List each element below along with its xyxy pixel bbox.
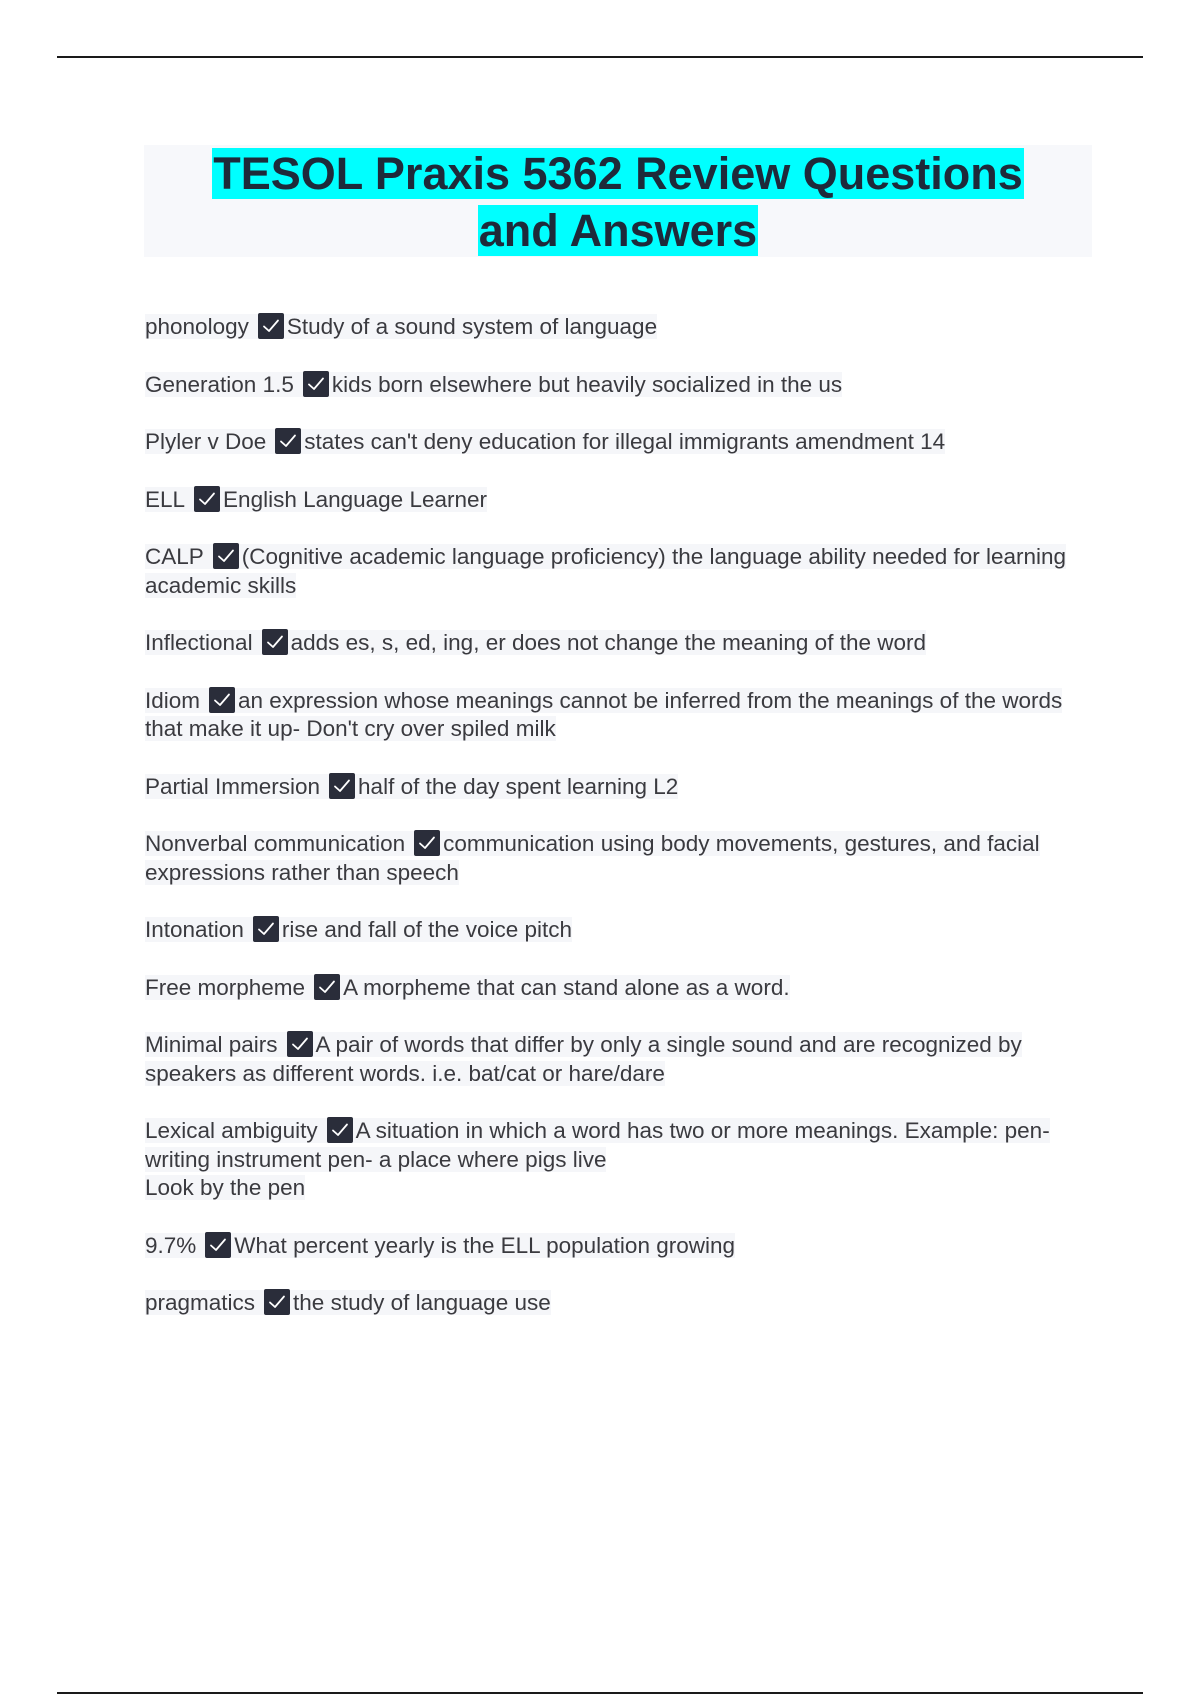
check-box-icon — [287, 1031, 313, 1057]
check-box-icon — [262, 629, 288, 655]
qa-text — [145, 688, 1062, 742]
qa-text — [145, 487, 487, 512]
top-rule — [57, 56, 1143, 58]
qa-text — [145, 831, 1040, 885]
qa-text — [145, 1290, 551, 1315]
check-box-icon — [264, 1289, 290, 1315]
qa-term: Generation 1.5 — [145, 371, 294, 397]
qa-item — [145, 313, 1075, 342]
qa-item — [145, 486, 1075, 515]
qa-definition: the study of language use — [293, 1290, 551, 1315]
qa-definition-extra: Look by the pen — [145, 1175, 306, 1200]
qa-term: Minimal pairs — [145, 1032, 278, 1057]
qa-term: Free morpheme — [145, 974, 306, 1000]
qa-term: Idiom — [145, 687, 201, 713]
qa-text — [145, 630, 926, 655]
qa-definition: kids born elsewhere but heavily socialized in the us — [331, 371, 843, 397]
qa-definition: (Cognitive academic language proficiency) the language ability needed for learning academic skills — [145, 544, 1067, 598]
qa-text — [145, 1032, 1022, 1086]
check-box-icon — [209, 687, 235, 713]
check-box-icon — [194, 486, 220, 512]
qa-item — [145, 1289, 1075, 1318]
qa-item — [145, 830, 1075, 887]
qa-definition: adds es, s, ed, ing, er does not change the meaning of the word — [290, 630, 926, 655]
check-box-icon — [327, 1117, 353, 1143]
qa-definition: What percent yearly is the ELL population growing — [234, 1232, 735, 1258]
qa-term: Nonverbal communication — [145, 831, 406, 856]
qa-term: Lexical ambiguity — [145, 1118, 318, 1143]
qa-term: Plyler v Doe — [145, 429, 267, 454]
qa-item — [145, 543, 1075, 600]
qa-item — [145, 1031, 1075, 1088]
qa-definition: half of the day spent learning L2 — [358, 773, 679, 799]
qa-item — [145, 916, 1075, 945]
check-box-icon — [253, 916, 279, 942]
title-block — [144, 145, 1092, 257]
qa-text — [145, 314, 657, 339]
check-box-icon — [205, 1232, 231, 1258]
check-box-icon — [213, 543, 239, 569]
qa-definition: Study of a sound system of language — [286, 314, 658, 339]
qa-item — [145, 1232, 1075, 1261]
qa-definition: A morpheme that can stand alone as a word. — [343, 974, 790, 1000]
qa-definition: an expression whose meanings cannot be inferred from the meanings of the words that make it up- Don't cry over spiled milk — [145, 687, 1063, 741]
title-line-2: and Answers — [478, 205, 758, 256]
qa-text — [145, 1118, 1050, 1200]
page-title — [144, 145, 1092, 259]
check-box-icon — [275, 428, 301, 454]
qa-term: Intonation — [145, 917, 244, 942]
qa-item — [145, 1117, 1075, 1203]
check-box-icon — [314, 974, 340, 1000]
qa-term: pragmatics — [145, 1290, 256, 1315]
qa-definition: English Language Learner — [223, 486, 488, 512]
qa-text — [145, 917, 572, 942]
qa-definition: A situation in which a word has two or more meanings. Example: pen-writing instrument pen- a place where pigs live — [145, 1118, 1050, 1172]
qa-text — [145, 372, 842, 397]
qa-term: CALP — [145, 544, 204, 569]
check-box-icon — [303, 371, 329, 397]
qa-term: 9.7% — [145, 1232, 197, 1258]
qa-term: Partial Immersion — [145, 773, 321, 799]
qa-definition: rise and fall of the voice pitch — [281, 917, 573, 942]
qa-text — [145, 429, 945, 454]
check-box-icon — [329, 773, 355, 799]
qa-text — [145, 1233, 735, 1258]
check-box-icon — [414, 830, 440, 856]
qa-item — [145, 428, 1075, 457]
qa-text — [145, 544, 1066, 598]
qa-definition: communication using body movements, gestures, and facial expressions rather than speech — [145, 831, 1040, 885]
qa-item — [145, 371, 1075, 400]
qa-item — [145, 687, 1075, 744]
qa-term: Inflectional — [145, 630, 253, 655]
check-box-icon — [258, 313, 284, 339]
title-line-1: TESOL Praxis 5362 Review Questions — [213, 148, 1023, 199]
qa-term: ELL — [145, 486, 186, 512]
qa-item — [145, 773, 1075, 802]
qa-list — [145, 313, 1075, 1347]
qa-item — [145, 974, 1075, 1003]
qa-text — [145, 774, 678, 799]
qa-definition: states can't deny education for illegal immigrants amendment 14 — [304, 429, 946, 454]
qa-text — [145, 975, 790, 1000]
qa-item — [145, 629, 1075, 658]
bottom-rule — [57, 1692, 1143, 1694]
qa-definition: A pair of words that differ by only a single sound and are recognized by speakers as different words. i.e. bat/cat or hare/dare — [145, 1032, 1022, 1086]
qa-term: phonology — [145, 314, 249, 339]
